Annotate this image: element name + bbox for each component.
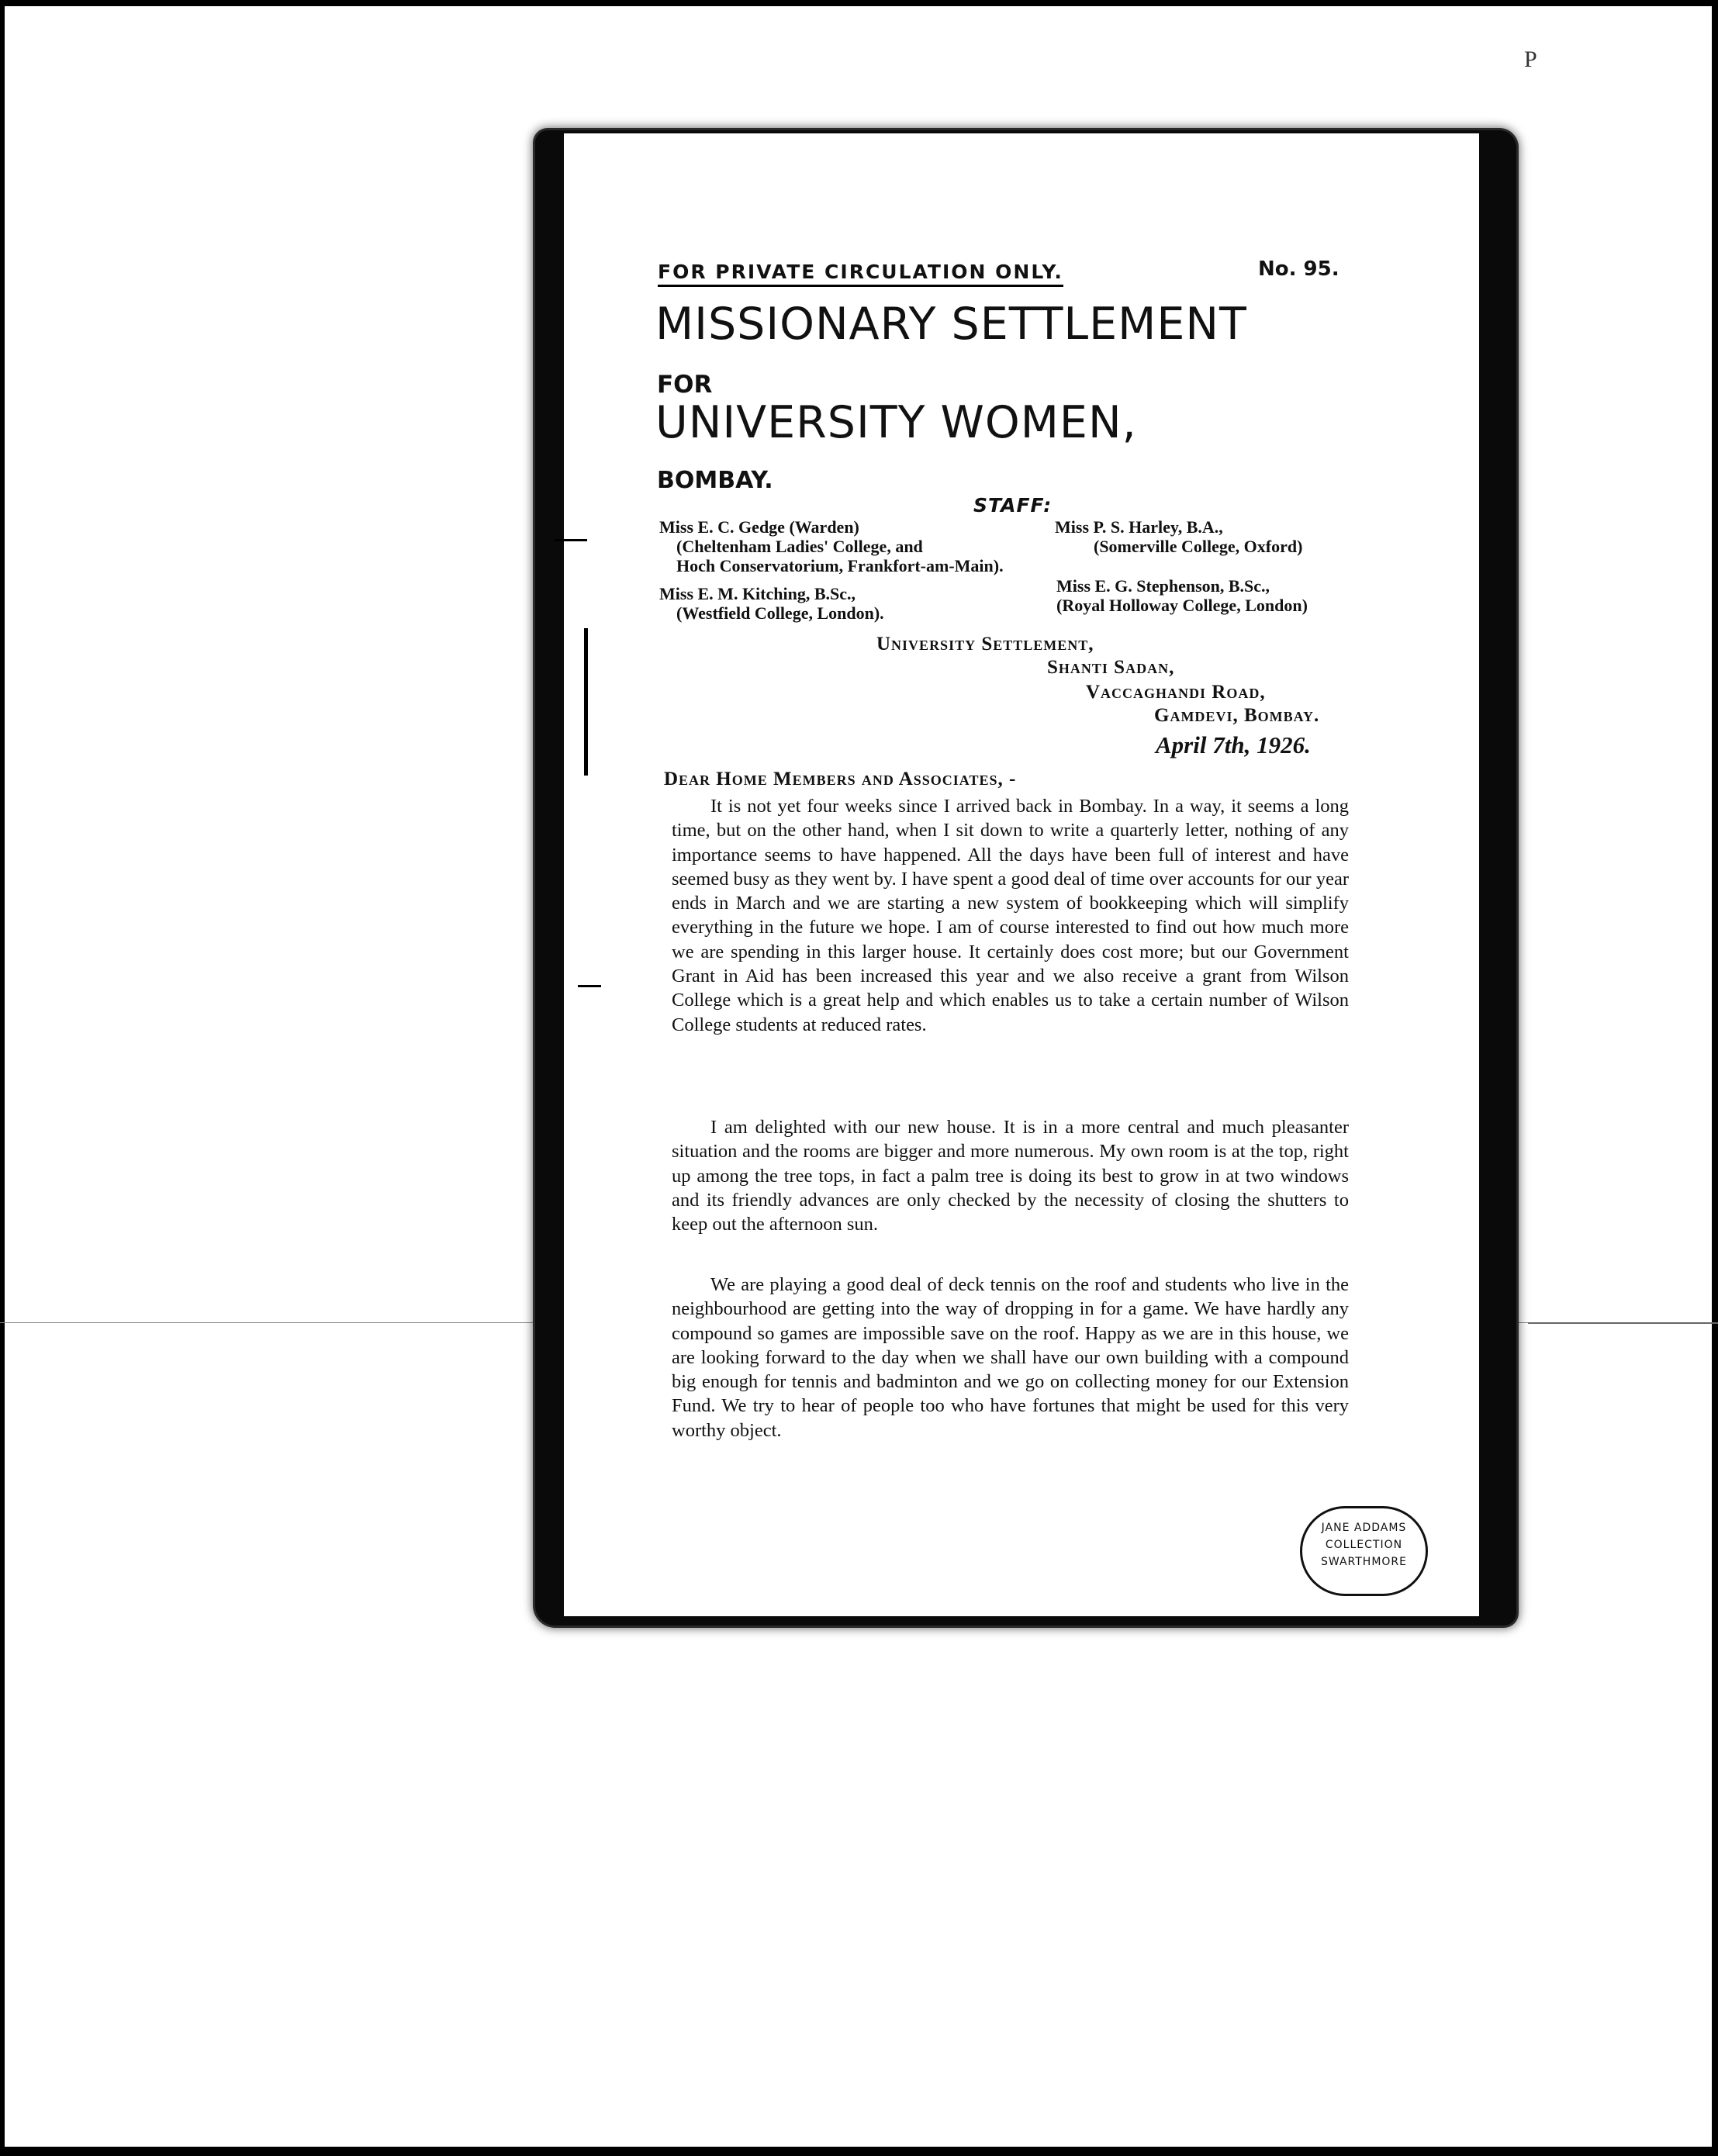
body-paragraph-3: We are playing a good deal of deck tennis on the roof and students who live in the neighbourhood are getting into the way of dropping in for a game. We have hardly any compound so games are impossible save on the roof. Happy as we are in this house, we are looking forward to the day when we shall have our own building with a compound big enough for tennis and badminton and we go on collecting money for our Extension Fund. We try to hear of people too who have fortunes that might be used for this very worthy object. <box>672 1274 1349 1441</box>
stamp-line-2: COLLECTION <box>1325 1539 1403 1551</box>
salutation: Dear Home Members and Associates, - <box>664 769 1017 789</box>
scan-mark <box>1528 1322 1718 1324</box>
title-line-1: MISSIONARY SETTLEMENT <box>655 299 1247 350</box>
staff-affiliation: (Somerville College, Oxford) <box>1094 537 1303 556</box>
collection-stamp <box>1300 1506 1428 1596</box>
scan-frame-left <box>0 0 5 2156</box>
staff-name: Miss E. M. Kitching, B.Sc., <box>659 584 856 603</box>
scan-frame-bottom <box>0 2147 1718 2156</box>
scan-mark <box>555 539 587 541</box>
staff-heading: STAFF: <box>973 494 1053 517</box>
address-line-3: Vaccaghandi Road, <box>1086 682 1266 703</box>
staff-affiliation: (Westfield College, London). <box>676 603 884 623</box>
address-line-1: University Settlement, <box>876 634 1094 655</box>
letter-number: No. 95. <box>1258 257 1339 281</box>
staff-member-gedge <box>659 517 1004 575</box>
circulation-notice: FOR PRIVATE CIRCULATION ONLY. <box>658 261 1063 287</box>
corner-mark: P <box>1524 47 1537 72</box>
title-line-2: FOR <box>657 371 713 399</box>
staff-affiliation: Hoch Conservatorium, Frankfort-am-Main). <box>676 556 1004 575</box>
staff-name: Miss E. C. Gedge (Warden) <box>659 517 859 537</box>
body-paragraph-2: I am delighted with our new house. It is in a more central and much pleasanter situation and the rooms are bigger and more numerous. My own room is at the top, right up among the tree tops, in fact a palm tree is doing its best to grow in at two windows and its friendly advances are only checked by the necessity of closing the shutters to keep out the afternoon sun. <box>672 1117 1349 1235</box>
address-line-2: Shanti Sadan, <box>1047 657 1175 678</box>
stamp-line-1: JANE ADDAMS <box>1321 1522 1407 1534</box>
staff-name: Miss P. S. Harley, B.A., <box>1055 517 1223 537</box>
body-paragraph-1: It is not yet four weeks since I arrived back in Bombay. In a way, it seems a long time, but on the other hand, when I sit down to write a quarterly letter, nothing of any importance seems to have happened. All the days have been full of interest and have seemed busy as they went by. I have spent a good deal of time over accounts for our year ends in March and we are starting a new system of bookkeeping which will simplify everything in the future we hope. I am of course interested to find out how much more we are spending in this larger house. It certainly does cost more; but our Government Grant in Aid has been increased this year and we also receive a grant from Wilson College which is a great help and which enables us to take a certain number of Wilson College students at reduced rates. <box>672 796 1349 1035</box>
title-line-3: UNIVERSITY WOMEN, <box>655 397 1137 448</box>
scan-frame-top <box>0 0 1718 6</box>
letter-date: April 7th, 1926. <box>1156 731 1311 758</box>
staff-member-harley <box>1055 517 1302 556</box>
stamp-line-3: SWARTHMORE <box>1320 1556 1407 1568</box>
staff-member-stephenson <box>1056 576 1308 615</box>
staff-affiliation: (Cheltenham Ladies' College, and <box>676 537 923 556</box>
scan-mark <box>578 985 601 987</box>
staff-member-kitching <box>659 584 884 623</box>
staff-affiliation: (Royal Holloway College, London) <box>1056 596 1308 615</box>
scan-frame-right <box>1712 0 1718 2156</box>
title-city: BOMBAY. <box>657 467 773 494</box>
address-line-4: Gamdevi, Bombay. <box>1154 705 1320 726</box>
staff-name: Miss E. G. Stephenson, B.Sc., <box>1056 576 1270 596</box>
scan-mark <box>584 628 588 776</box>
